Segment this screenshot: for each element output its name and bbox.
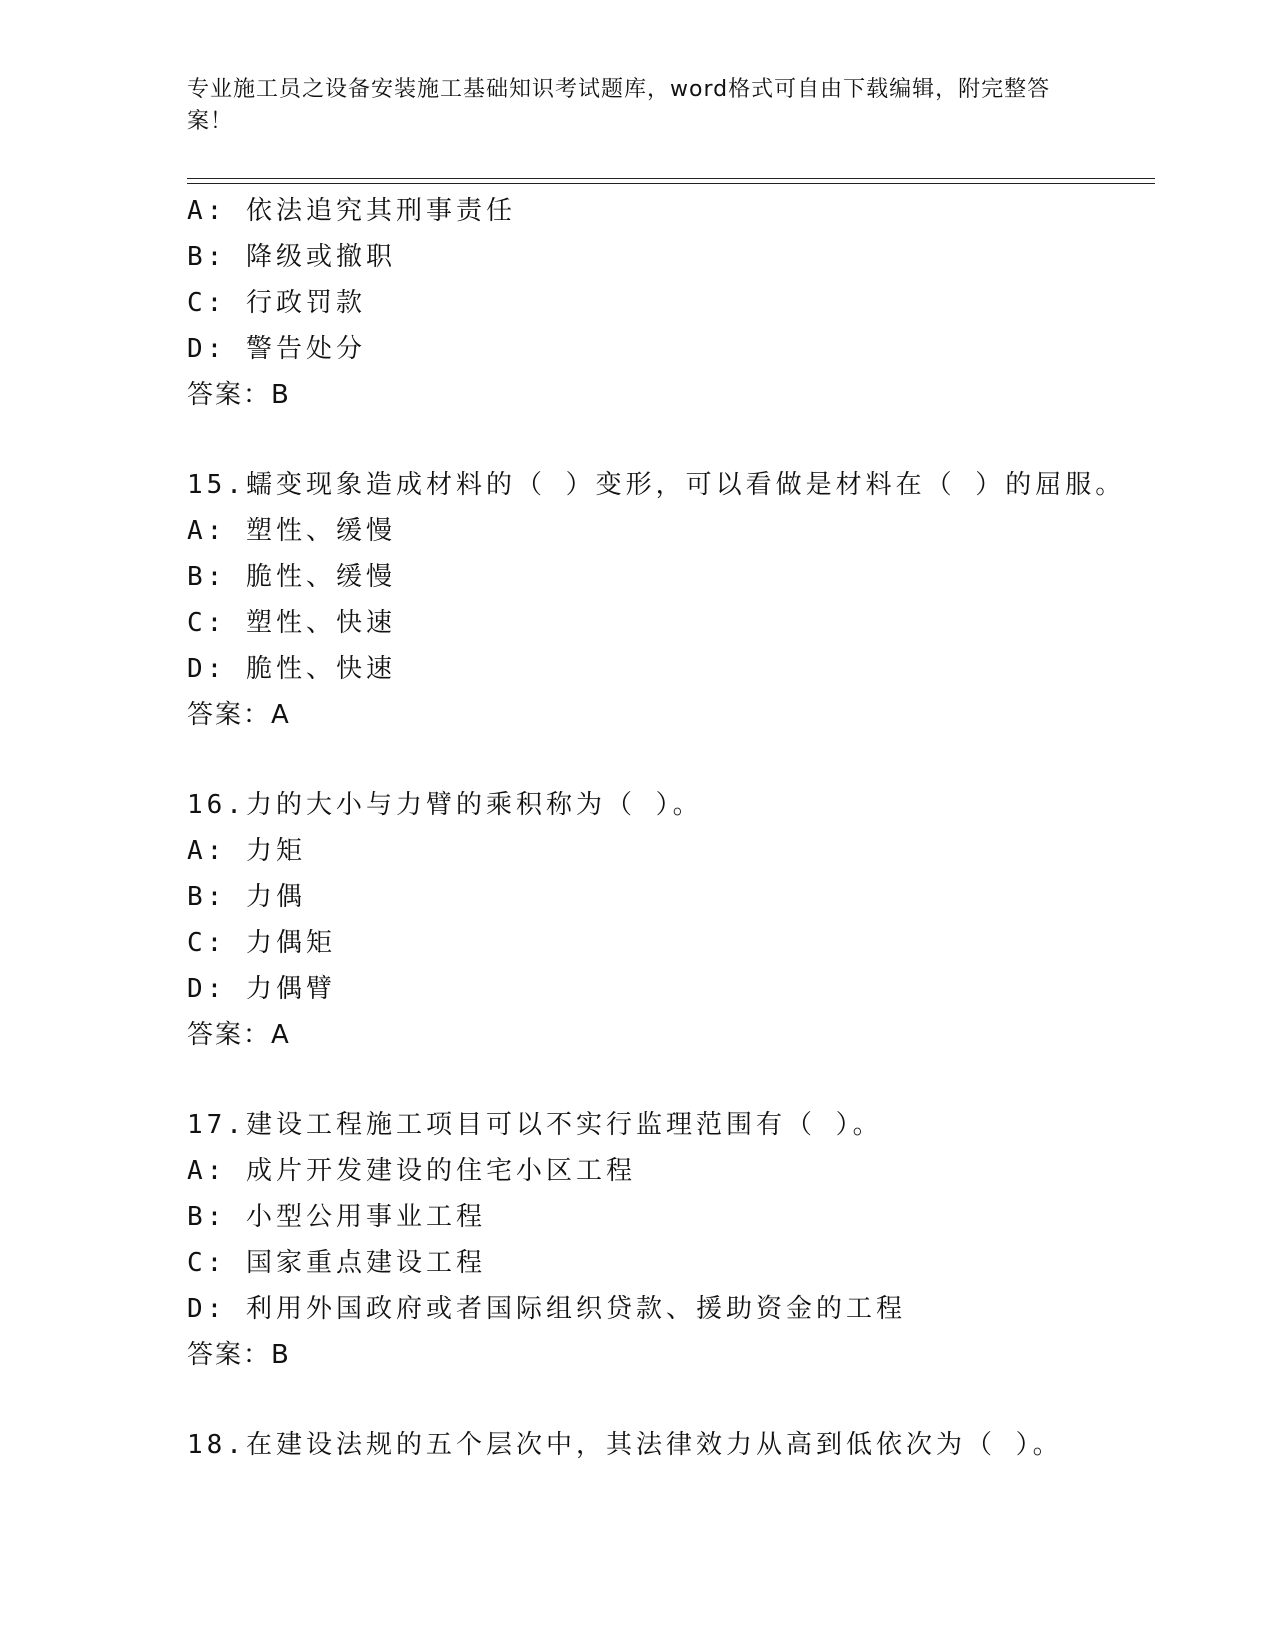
answer-line: 答案：B (187, 380, 291, 410)
option-b: B: 脆性、缓慢 (187, 562, 396, 592)
answer-line: 答案：A (187, 1020, 291, 1050)
header-rule-bottom (187, 183, 1155, 184)
question-fragment (187, 188, 1155, 418)
option-d: D: 警告处分 (187, 334, 366, 364)
question-stem: 16.力的大小与力臂的乘积称为（ ）。 (187, 790, 703, 820)
question-stem: 15.蠕变现象造成材料的（ ）变形，可以看做是材料在（ ）的屈服。 (187, 470, 1126, 500)
question-16 (187, 782, 1155, 1058)
option-b: B: 力偶 (187, 882, 306, 912)
option-a: A: 依法追究其刑事责任 (187, 196, 516, 226)
option-c: C: 力偶矩 (187, 928, 336, 958)
option-a: A: 成片开发建设的住宅小区工程 (187, 1156, 636, 1186)
document-header: 专业施工员之设备安装施工基础知识考试题库，word格式可自由下载编辑，附完整答案！ (187, 77, 1051, 134)
option-a: A: 力矩 (187, 836, 306, 866)
option-b: B: 小型公用事业工程 (187, 1202, 486, 1232)
option-d: D: 力偶臂 (187, 974, 336, 1004)
question-18 (187, 1422, 1155, 1468)
option-c: C: 塑性、快速 (187, 608, 396, 638)
option-b: B: 降级或撤职 (187, 242, 396, 272)
option-c: C: 行政罚款 (187, 288, 366, 318)
option-d: D: 脆性、快速 (187, 654, 396, 684)
question-stem: 18.在建设法规的五个层次中，其法律效力从高到低依次为（ ）。 (187, 1430, 1063, 1460)
option-c: C: 国家重点建设工程 (187, 1248, 486, 1278)
question-list (187, 188, 1155, 1512)
question-stem: 17.建设工程施工项目可以不实行监理范围有（ ）。 (187, 1110, 883, 1140)
answer-line: 答案：B (187, 1340, 291, 1370)
header-rule-top (187, 178, 1155, 179)
question-17 (187, 1102, 1155, 1378)
option-a: A: 塑性、缓慢 (187, 516, 396, 546)
answer-line: 答案：A (187, 700, 291, 730)
option-d: D: 利用外国政府或者国际组织贷款、援助资金的工程 (187, 1294, 906, 1324)
question-15 (187, 462, 1155, 738)
